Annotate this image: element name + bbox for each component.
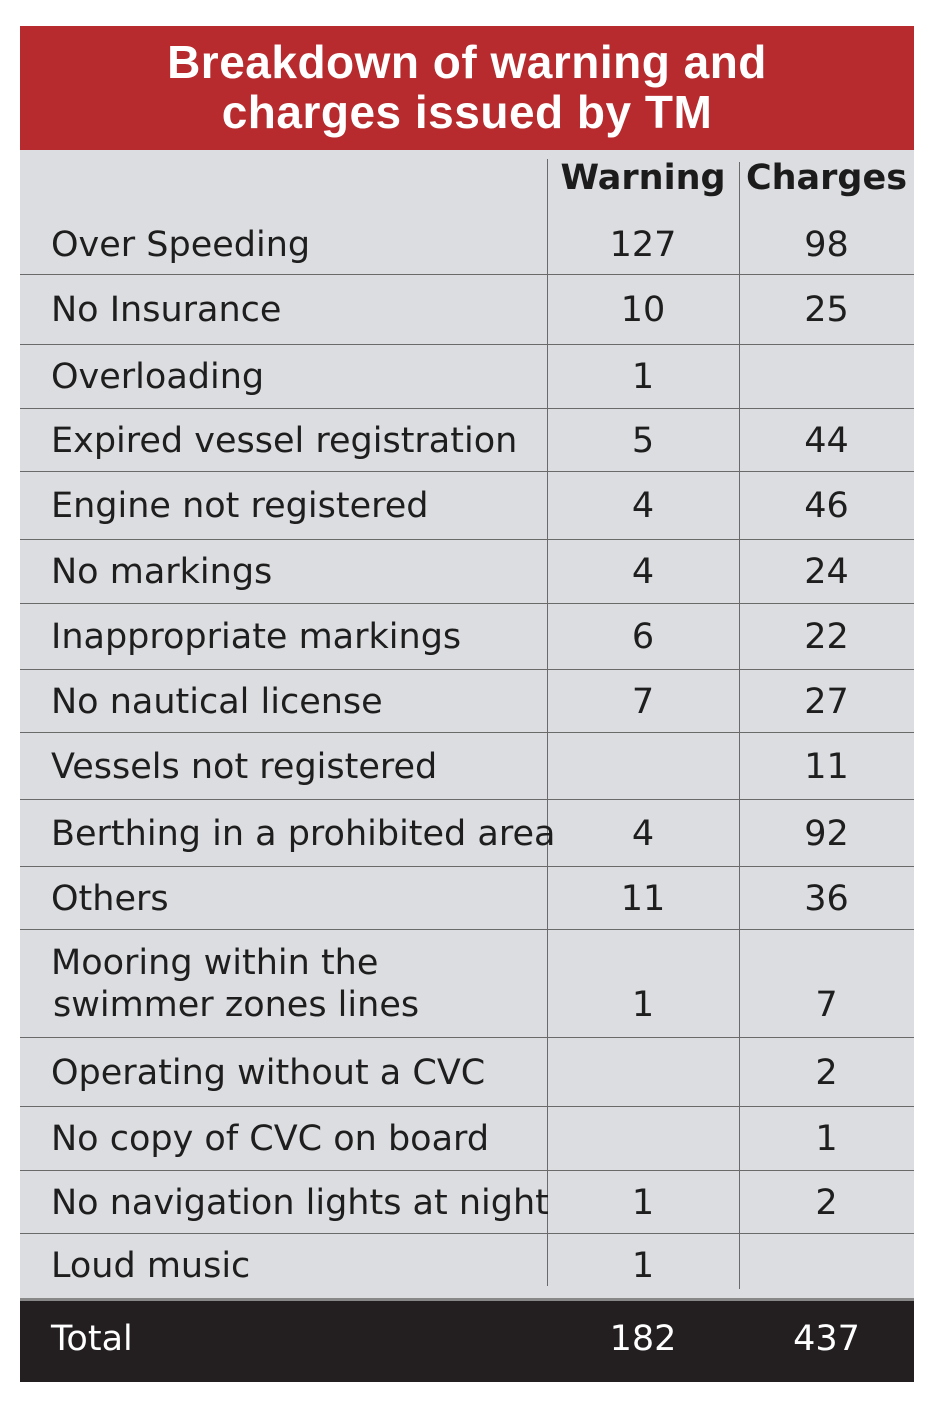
total-label: Total [51, 1319, 133, 1359]
row-label: No navigation lights at night [51, 1182, 549, 1223]
table-row [20, 540, 914, 604]
table-row [20, 472, 914, 540]
total-row [20, 1298, 914, 1382]
row-label: Loud music [51, 1246, 251, 1286]
title-banner [20, 26, 914, 150]
table-row [20, 930, 914, 1038]
row-warning-value: 6 [631, 617, 655, 657]
table-row [20, 670, 914, 733]
row-label: Mooring within the [51, 943, 379, 983]
table-row [20, 800, 914, 867]
row-warning-value: 1 [631, 357, 655, 397]
row-charges-value: 11 [804, 746, 849, 787]
row-label: No nautical license [51, 681, 383, 722]
row-warning-value: 1 [631, 985, 655, 1025]
row-charges-value: 98 [804, 225, 849, 265]
row-label: Operating without a CVC [51, 1052, 486, 1093]
row-charges-value: 36 [804, 878, 849, 919]
table-row [20, 604, 914, 670]
row-label: Others [51, 878, 169, 919]
table-row [20, 1107, 914, 1171]
table-row [20, 1171, 914, 1234]
table-row [20, 345, 914, 409]
column-header-warning: Warning [560, 158, 726, 198]
row-charges-value: 44 [804, 420, 849, 461]
total-charges: 437 [793, 1319, 860, 1359]
row-warning-value: 11 [620, 878, 666, 919]
table-row [20, 409, 914, 472]
table-row [20, 733, 914, 800]
row-charges-value: 22 [804, 617, 849, 657]
row-charges-value: 46 [804, 486, 849, 526]
row-label: Expired vessel registration [51, 420, 518, 461]
header-row [20, 150, 914, 215]
table-row [20, 215, 914, 275]
row-label-line-2: swimmer zones lines [53, 985, 420, 1025]
row-charges-value: 27 [804, 681, 849, 722]
row-charges-value: 25 [804, 290, 849, 330]
title-line-1: Breakdown of warning and [167, 36, 767, 88]
table-row [20, 275, 914, 345]
row-label: Inappropriate markings [51, 617, 462, 657]
table-row [20, 867, 914, 930]
row-warning-value: 4 [631, 486, 655, 526]
row-label: No markings [51, 552, 273, 592]
row-warning-value: 1 [631, 1182, 655, 1223]
row-charges-value: 24 [804, 552, 849, 592]
row-label: Berthing in a prohibited area [51, 813, 556, 854]
row-label: Vessels not registered [51, 746, 438, 787]
row-label: No copy of CVC on board [51, 1119, 490, 1159]
title-line-2: charges issued by TM [221, 86, 713, 138]
row-charges-value: 92 [804, 813, 849, 854]
row-warning-value: 5 [631, 420, 655, 461]
row-warning-value: 7 [631, 681, 655, 722]
row-charges-value: 1 [815, 1119, 838, 1159]
row-label: No Insurance [51, 290, 282, 330]
row-label: Overloading [51, 357, 265, 397]
table-row [20, 1038, 914, 1107]
row-label: Over Speeding [51, 225, 311, 265]
row-warning-value: 4 [631, 552, 655, 592]
row-warning-value: 127 [609, 225, 677, 265]
column-header-charges: Charges [745, 158, 908, 198]
row-warning-value: 4 [631, 813, 655, 854]
row-charges-value: 2 [815, 1182, 838, 1223]
row-warning-value: 1 [631, 1246, 655, 1286]
row-charges-value: 2 [815, 1052, 838, 1093]
row-charges-value: 7 [815, 985, 838, 1025]
table-card [20, 26, 914, 1382]
total-warning: 182 [609, 1319, 677, 1359]
row-label: Engine not registered [51, 486, 429, 526]
row-warning-value: 10 [620, 290, 666, 330]
table-row [20, 1234, 914, 1298]
